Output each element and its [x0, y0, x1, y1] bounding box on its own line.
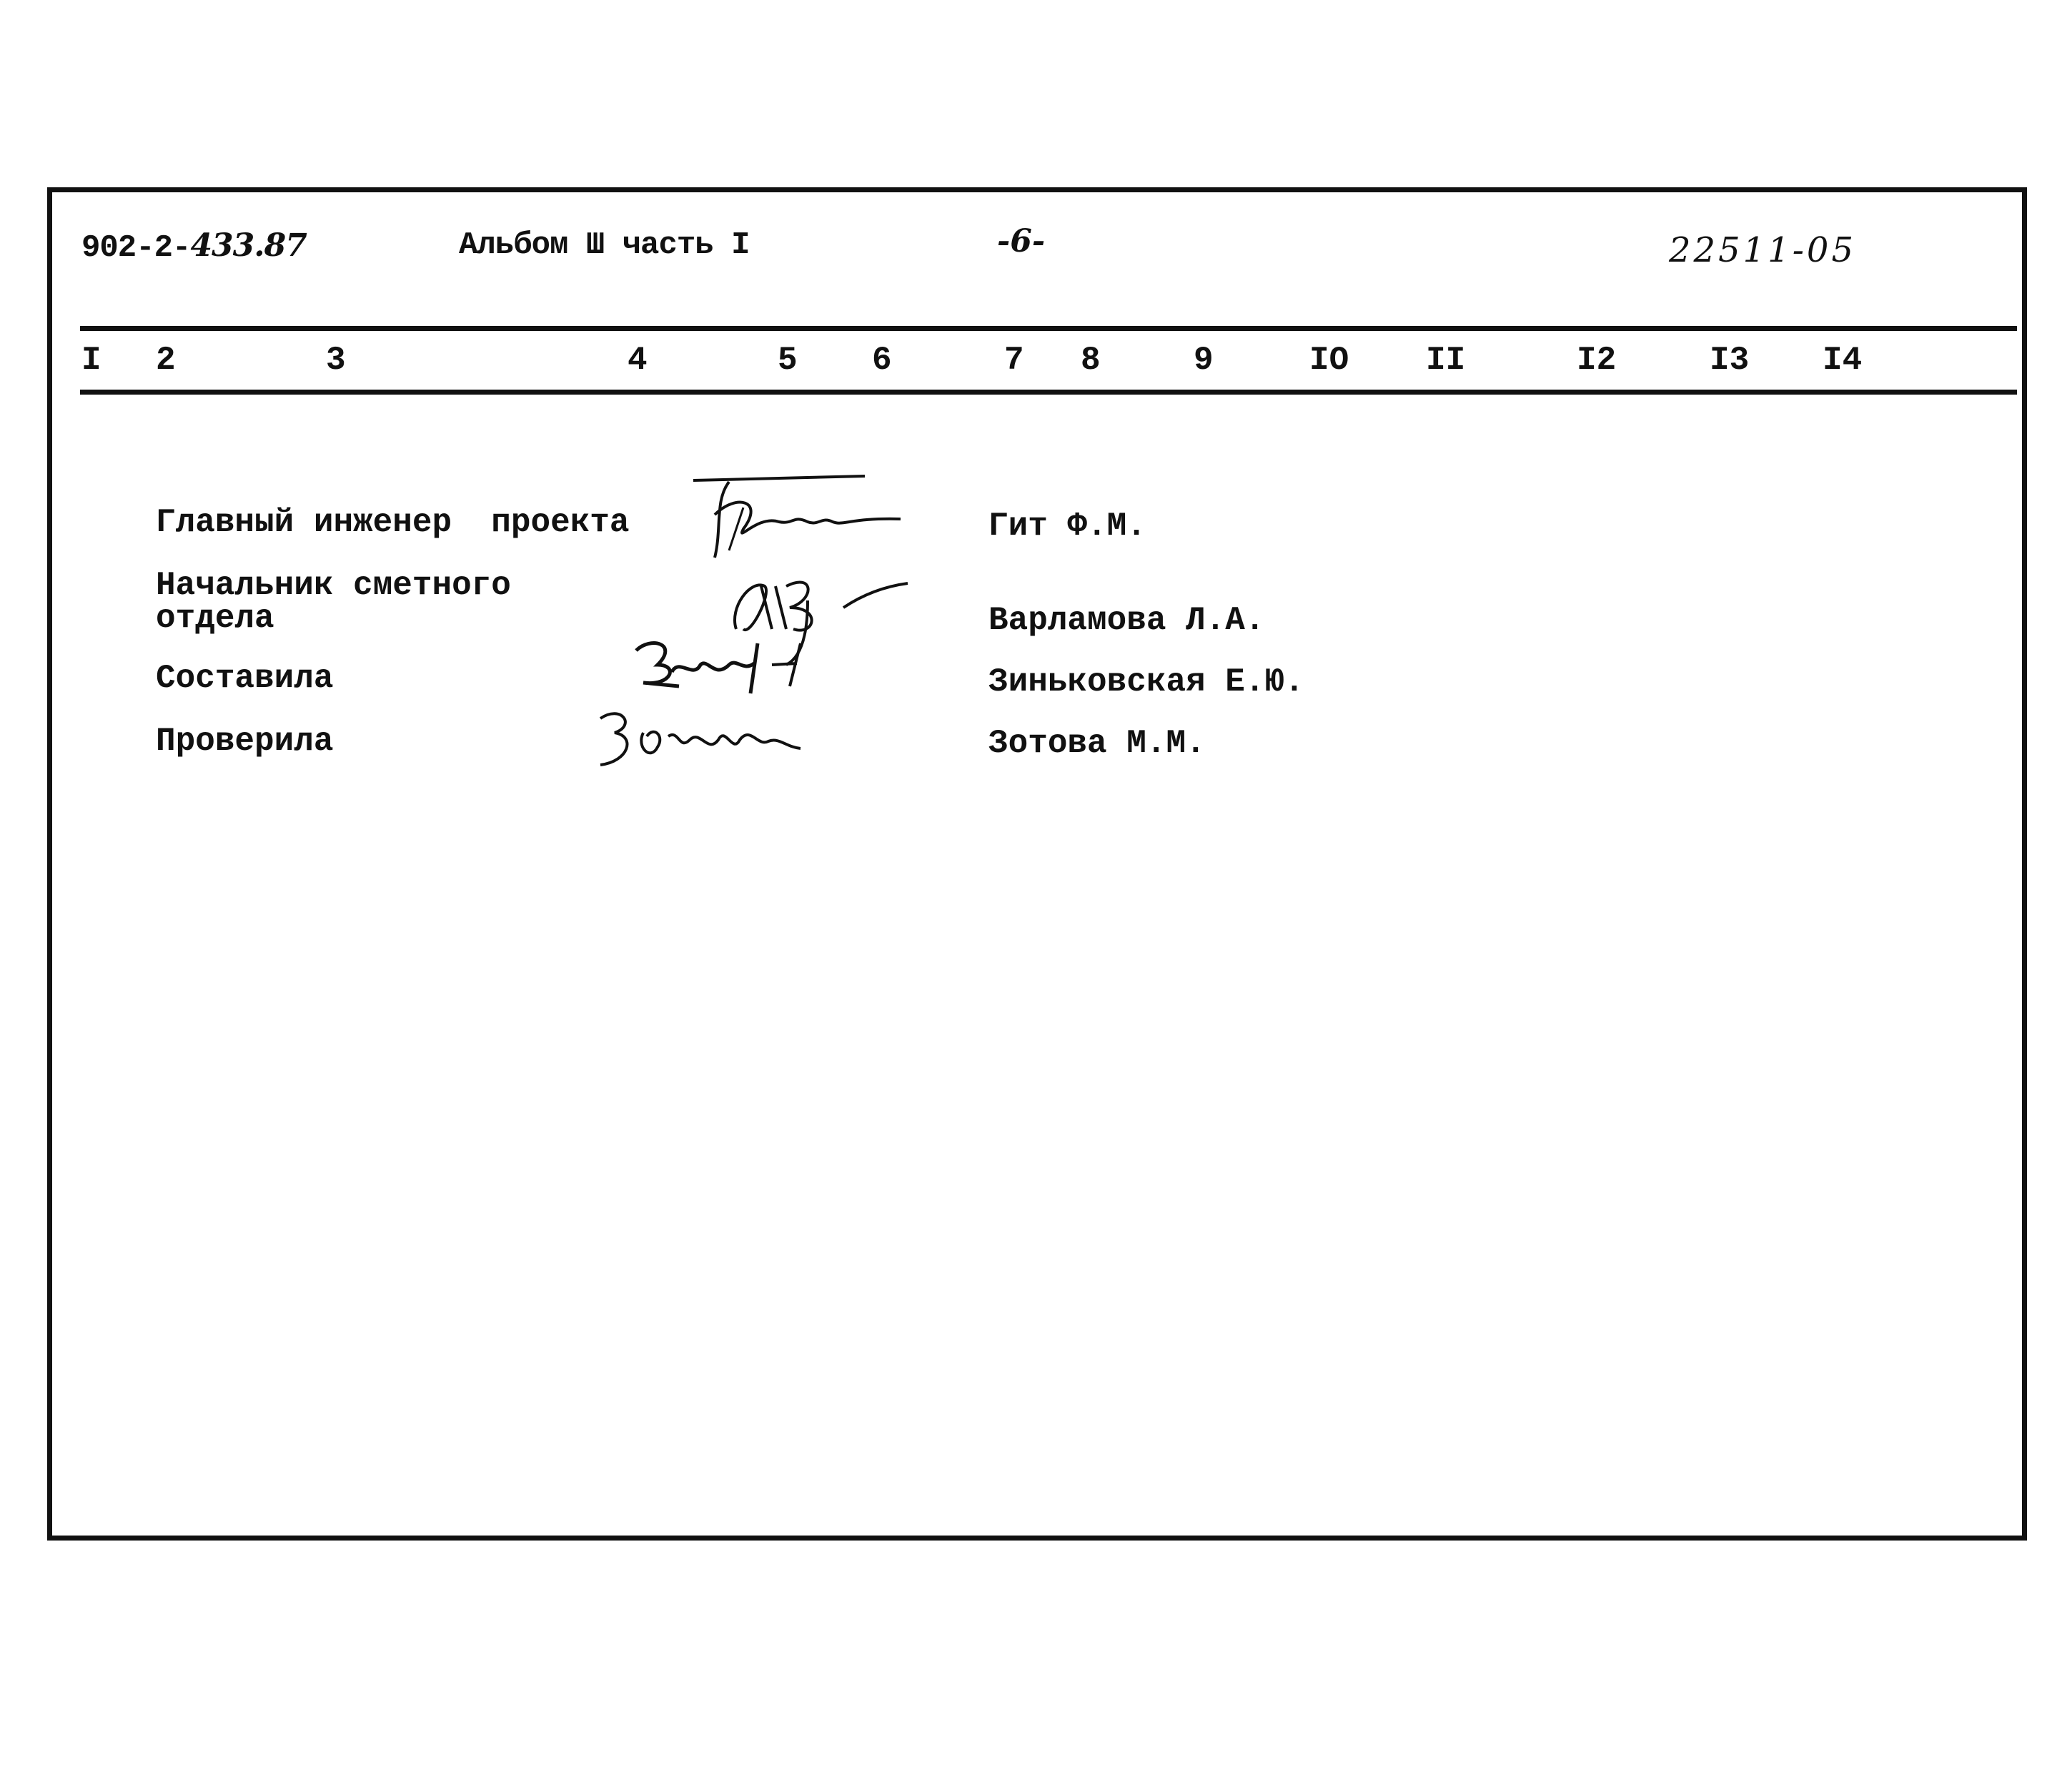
name-git: Гит Ф.М.	[988, 508, 1146, 545]
doc-code	[81, 227, 307, 266]
role-head-estimate-dept-line2: отдела	[156, 600, 274, 637]
header-rule-top	[80, 326, 2017, 331]
column-number-1: I	[81, 342, 101, 379]
column-number-4: 4	[628, 342, 648, 379]
name-zinkovskaya: Зиньковская Е.Ю.	[988, 663, 1304, 701]
column-number-2: 2	[156, 342, 176, 379]
signature-zinkovskaya	[629, 629, 815, 708]
name-varlamova: Варламова Л.А.	[988, 602, 1265, 639]
signature-zotova	[586, 697, 815, 776]
role-checked-by: Проверила	[156, 723, 334, 760]
column-number-9: 9	[1194, 342, 1214, 379]
column-number-7: 7	[1004, 342, 1024, 379]
column-number-13: I3	[1710, 342, 1750, 379]
page-number: -6-	[997, 223, 1046, 259]
column-number-12: I2	[1577, 342, 1617, 379]
column-number-11: II	[1426, 342, 1466, 379]
column-number-14: I4	[1823, 342, 1863, 379]
doc-code-typed: 902-2-	[81, 230, 191, 266]
role-chief-engineer: Главный инженер проекта	[156, 504, 630, 541]
role-compiled-by: Составила	[156, 660, 334, 697]
sheet-code: 22511-05	[1669, 230, 1856, 270]
header-rule-bottom	[80, 390, 2017, 395]
column-number-10: IO	[1309, 342, 1349, 379]
column-number-6: 6	[872, 342, 892, 379]
column-number-8: 8	[1081, 342, 1101, 379]
name-zotova: Зотова М.М.	[988, 725, 1206, 762]
album-title: Альбом Ш часть I	[459, 227, 750, 263]
role-head-estimate-dept-line1: Начальник сметного	[156, 567, 511, 604]
doc-code-handwritten: 433.87	[190, 227, 307, 264]
signature-git	[686, 472, 936, 572]
column-number-5: 5	[778, 342, 798, 379]
column-number-3: 3	[326, 342, 346, 379]
